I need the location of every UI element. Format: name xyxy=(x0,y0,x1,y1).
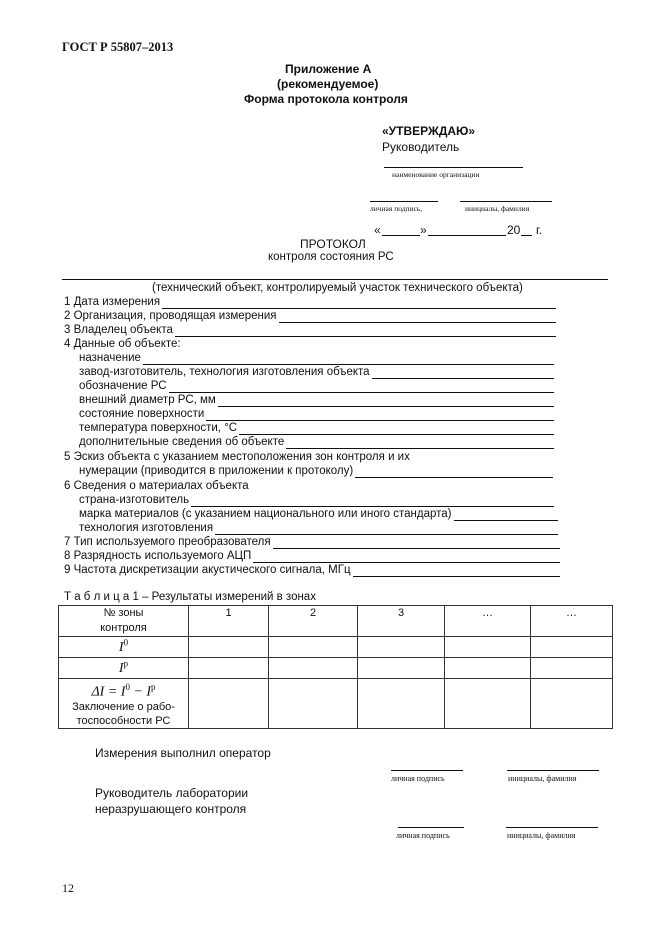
lab-head-line1: Руководитель лаборатории xyxy=(95,786,249,800)
lab-head-signature-caption: личная подпись xyxy=(396,831,450,840)
table-row xyxy=(59,658,613,679)
column-header-3: 3 xyxy=(358,606,445,637)
field-additional-info[interactable] xyxy=(79,436,554,449)
field-surface-temperature[interactable] xyxy=(79,422,554,435)
field-designation-label: обозначение РС xyxy=(79,380,167,392)
page-number: 12 xyxy=(62,881,74,895)
date-year-prefix: 20 xyxy=(507,223,521,237)
lab-head-line2: неразрушающего контроля xyxy=(95,802,247,816)
zone-header-line1: № зоны xyxy=(103,607,144,619)
field-adc-bits[interactable] xyxy=(64,550,560,563)
ip-symbol: $I^р$ xyxy=(118,658,129,677)
org-name-caption: наименование организации xyxy=(392,170,480,179)
field-manufacturer-label: завод-изготовитель, технология изготовления объекта xyxy=(79,366,370,378)
field-designation[interactable] xyxy=(79,380,554,393)
cell[interactable] xyxy=(531,658,613,679)
cell[interactable] xyxy=(445,658,531,679)
date-month-line[interactable] xyxy=(428,235,506,236)
object-caption: (технический объект, контролируемый участок технического объекта) xyxy=(152,282,523,294)
field-surface-state-label: состояние поверхности xyxy=(79,408,205,420)
date-year-suffix: г. xyxy=(536,223,543,237)
field-country-label: страна-изготовитель xyxy=(79,494,190,506)
field-zone-numbering[interactable] xyxy=(79,465,553,478)
cell[interactable] xyxy=(269,679,358,729)
zone-header-line2: контроля xyxy=(100,622,147,634)
lab-head-signature-line[interactable] xyxy=(398,827,464,828)
approver-signature-line[interactable] xyxy=(370,201,438,202)
field-organization[interactable] xyxy=(64,310,556,323)
protocol-title: ПРОТОКОЛ xyxy=(300,237,366,251)
field-manufacturing-tech-label: технология изготовления xyxy=(79,522,214,534)
approver-initials-line[interactable] xyxy=(460,201,552,202)
field-outer-diameter-label: внешний диаметр РС, мм xyxy=(79,394,216,406)
cell[interactable] xyxy=(358,658,445,679)
field-transducer-type-label: 7 Тип используемого преобразователя xyxy=(64,536,271,548)
conclusion-line1: Заключение о рабо- xyxy=(72,700,175,713)
row-label-ip xyxy=(59,658,189,679)
appendix-title: Приложение А xyxy=(285,62,372,76)
field-material-grade[interactable] xyxy=(79,508,558,521)
approver-signature-caption: личная подпись, xyxy=(370,204,423,213)
date-year-line[interactable] xyxy=(521,235,532,236)
table-row xyxy=(59,679,613,729)
operator-label: Измерения выполнил оператор xyxy=(95,746,271,760)
field-object-data xyxy=(64,338,556,351)
date-open-quote: « xyxy=(374,223,381,237)
field-additional-info-label: дополнительные сведения об объекте xyxy=(79,436,285,448)
cell[interactable] xyxy=(189,637,269,658)
field-measurement-date[interactable] xyxy=(64,296,556,309)
field-sketch xyxy=(64,451,556,464)
field-organization-label: 2 Организация, проводящая измерения xyxy=(64,310,277,322)
conclusion-line2: тоспособности РС xyxy=(76,714,171,727)
table-row xyxy=(59,637,613,658)
date-close-quote: » xyxy=(420,223,427,237)
cell[interactable] xyxy=(531,679,613,729)
field-owner-label: 3 Владелец объекта xyxy=(64,324,173,336)
cell[interactable] xyxy=(358,679,445,729)
column-header-4: … xyxy=(445,606,531,637)
field-materials xyxy=(64,480,556,493)
field-outer-diameter[interactable] xyxy=(79,394,554,407)
lab-head-initials-caption: инициалы, фамилия xyxy=(507,831,576,840)
table-row xyxy=(59,606,613,637)
field-zone-numbering-label: нумерации (приводится в приложении к протоколу) xyxy=(79,465,354,477)
operator-signature-line[interactable] xyxy=(391,770,463,771)
cell[interactable] xyxy=(189,658,269,679)
approver-initials-caption: инициалы, фамилия xyxy=(465,204,530,213)
cell[interactable] xyxy=(445,679,531,729)
zone-header-cell xyxy=(59,606,189,637)
object-line[interactable] xyxy=(62,279,608,280)
results-table xyxy=(58,605,613,729)
field-surface-temperature-label: температура поверхности, °С xyxy=(79,422,238,434)
field-surface-state[interactable] xyxy=(79,408,554,421)
field-measurement-date-label: 1 Дата измерения xyxy=(64,296,161,308)
cell[interactable] xyxy=(358,637,445,658)
field-sampling-rate-label: 9 Частота дискретизации акустического сигнала, МГц xyxy=(64,564,351,576)
operator-initials-line[interactable] xyxy=(507,770,599,771)
field-manufacturer[interactable] xyxy=(79,366,554,379)
column-header-1: 1 xyxy=(189,606,269,637)
field-country[interactable] xyxy=(79,494,554,507)
field-manufacturing-tech[interactable] xyxy=(79,522,558,535)
table-caption: Т а б л и ц а 1 – Результаты измерений в зонах xyxy=(64,591,316,603)
i0-symbol: $I^0$ xyxy=(118,637,129,656)
cell[interactable] xyxy=(269,637,358,658)
field-transducer-type[interactable] xyxy=(64,536,560,549)
cell[interactable] xyxy=(445,637,531,658)
field-sketch-label: 5 Эскиз объекта с указанием местоположения зон контроля и их xyxy=(64,451,410,463)
field-purpose-label: назначение xyxy=(79,352,141,364)
column-header-5: … xyxy=(531,606,613,637)
field-owner[interactable] xyxy=(64,324,556,337)
cell[interactable] xyxy=(189,679,269,729)
cell[interactable] xyxy=(269,658,358,679)
approve-label: «УТВЕРЖДАЮ» xyxy=(382,124,476,138)
row-label-i0 xyxy=(59,637,189,658)
appendix-subtitle: (рекомендуемое) xyxy=(277,77,379,91)
approver-title: Руководитель xyxy=(382,140,460,154)
column-header-2: 2 xyxy=(269,606,358,637)
operator-initials-caption: инициалы, фамилия xyxy=(508,774,577,783)
field-purpose[interactable] xyxy=(79,352,554,365)
org-name-line[interactable] xyxy=(384,167,523,168)
protocol-subtitle: контроля состояния РС xyxy=(268,251,394,263)
delta-formula: $\Delta I = I^0 - I^р$ xyxy=(91,682,156,700)
date-day-line[interactable] xyxy=(382,235,420,236)
cell[interactable] xyxy=(531,637,613,658)
field-sampling-rate[interactable] xyxy=(64,564,560,577)
field-object-data-label: 4 Данные об объекте: xyxy=(64,338,181,350)
operator-signature-caption: личная подпись xyxy=(391,774,445,783)
appendix-heading: Форма протокола контроля xyxy=(244,92,408,106)
row-label-delta-conclusion xyxy=(59,679,189,729)
field-materials-label: 6 Сведения о материалах объекта xyxy=(64,480,249,492)
field-material-grade-label: марка материалов (с указанием национального или иного стандарта) xyxy=(79,508,452,520)
field-adc-bits-label: 8 Разрядность используемого АЦП xyxy=(64,550,252,562)
standard-code: ГОСТ Р 55807–2013 xyxy=(62,40,174,54)
lab-head-initials-line[interactable] xyxy=(506,827,598,828)
